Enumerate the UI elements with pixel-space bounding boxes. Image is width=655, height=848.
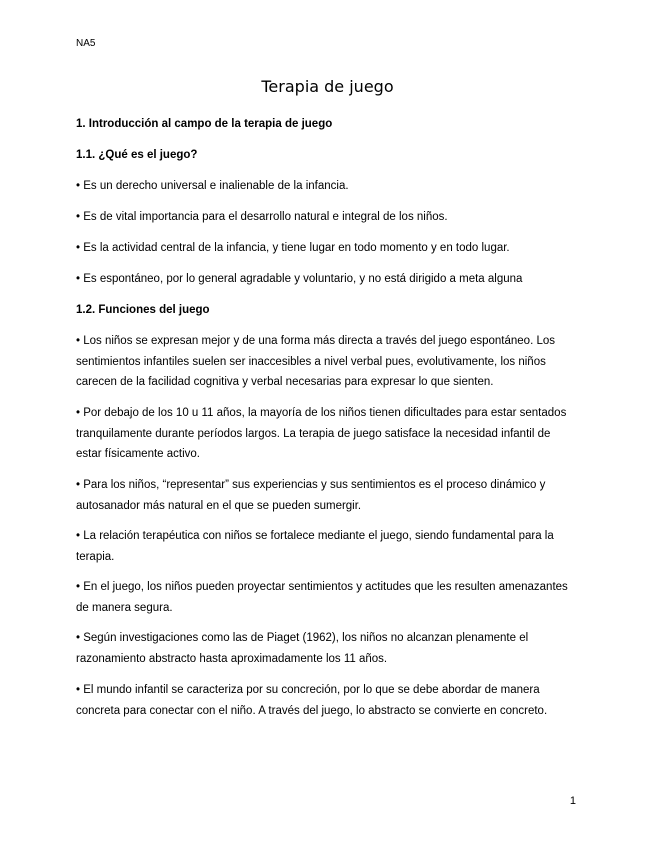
bullet-item: • Es espontáneo, por lo general agradable y voluntario, y no está dirigido a meta alguna xyxy=(76,273,523,285)
section-heading: 1. Introducción al campo de la terapia de juego xyxy=(76,118,333,130)
page-number: 1 xyxy=(569,795,576,807)
document-code: NA5 xyxy=(76,38,96,49)
bullet-item: • Es la actividad central de la infancia, y tiene lugar en todo momento y en todo lugar. xyxy=(76,242,510,254)
bullet-paragraph: • Según investigaciones como las de Piaget (1962), los niños no alcanzan plenamente el razonamiento abstracto hasta aproximadamente los 11 años. xyxy=(76,632,529,665)
subsection-heading-functions-of-play: 1.2. Funciones del juego xyxy=(76,304,210,316)
bullet-paragraph: • Por debajo de los 10 u 11 años, la mayoría de los niños tienen dificultades para estar sentados tranquilamente durante períodos largos. La terapia de juego satisface la necesidad infantil de estar físicamente activo. xyxy=(76,407,567,461)
bullet-paragraph: • La relación terapéutica con niños se fortalece mediante el juego, siendo fundamental para la terapia. xyxy=(76,530,554,563)
bullet-paragraph: • Para los niños, “representar” sus experiencias y sus sentimientos es el proceso dinámico y autosanador más natural en el que se pueden sumergir. xyxy=(76,479,546,512)
bullet-item: • Es de vital importancia para el desarrollo natural e integral de los niños. xyxy=(76,211,448,223)
bullet-paragraph: • El mundo infantil se caracteriza por su concreción, por lo que se debe abordar de manera concreta para conectar con el niño. A través del juego, lo abstracto se convierte en concreto. xyxy=(76,684,548,717)
subsection-heading-what-is-play: 1.1. ¿Qué es el juego? xyxy=(76,149,198,161)
document-title: Terapia de juego xyxy=(261,77,394,96)
bullet-paragraph: • En el juego, los niños pueden proyectar sentimientos y actitudes que les resulten amenazantes de manera segura. xyxy=(76,581,568,614)
bullet-item: • Es un derecho universal e inalienable de la infancia. xyxy=(76,180,349,192)
bullet-paragraph: • Los niños se expresan mejor y de una forma más directa a través del juego espontáneo. Los sentimientos infantiles suelen ser inaccesibles a nivel verbal pues, evolutivamente, los niños carecen de la facilidad cognitiva y verbal necesarias para expresar lo que sienten. xyxy=(76,335,555,389)
